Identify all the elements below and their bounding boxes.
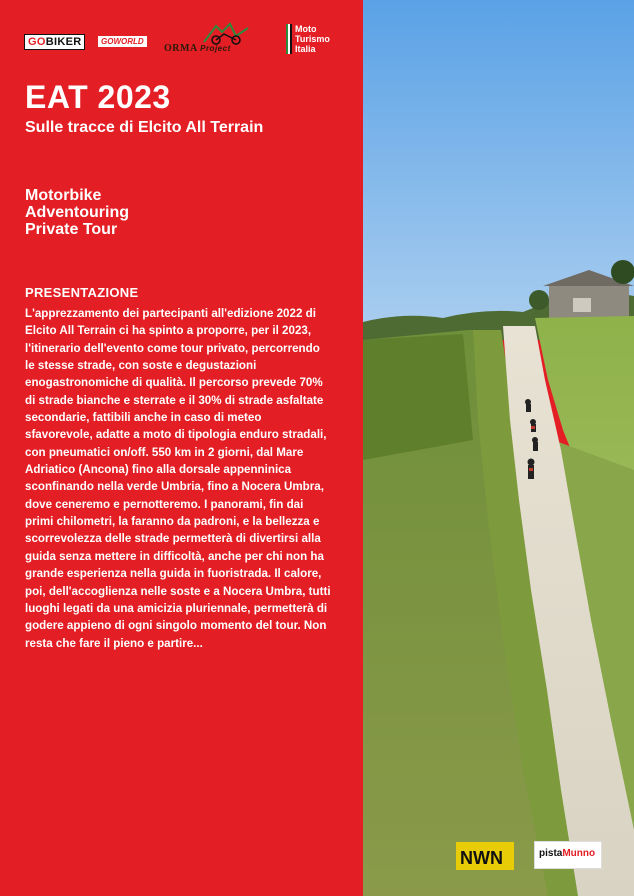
page-title: EAT 2023 <box>25 79 171 115</box>
logo-bar <box>24 22 354 62</box>
photo-panel <box>363 0 634 896</box>
goworld-logo: GOWORLD <box>98 36 147 47</box>
tagline-line: Motorbike <box>25 187 102 204</box>
orma-project-logo <box>164 22 260 54</box>
presentation-heading: PRESENTAZIONE <box>25 285 139 300</box>
tagline-line: Private Tour <box>25 221 118 238</box>
page-subtitle: Sulle tracce di Elcito All Terrain <box>25 119 264 136</box>
svg-text:NWN: NWN <box>460 848 503 868</box>
pista-munno-logo: pistaMunno <box>534 841 602 869</box>
italian-flag-icon <box>286 24 292 54</box>
gobiker-logo: GOBIKER <box>24 34 85 50</box>
gravel-road-photo <box>363 0 634 896</box>
tagline-line: Adventouring <box>25 204 129 221</box>
orma-logo-text: ORMA Project <box>164 43 231 54</box>
presentation-text: L'apprezzamento dei partecipanti all'edizione 2022 di Elcito All Terrain ci ha spinto a proporre, per il 2023, l'itinerario dell'evento come tour privato, percorrendo le stesse strade, con soste e degustazioni enogastronomiche di qualità. Il percorso prevede 70% di strade bianche e sterrate e il 30% di strade asfaltate secondarie, fattibili anche in caso di meteo sfavorevole, adatte a moto di tipologia enduro stradali, con pneumatici on/off. 550 km in 2 giorni, dal Mare Adriatico (Ancona) fino alla dorsale appenninica sconfinando nella verde Umbria, fino a Nocera Umbra, dove ceneremo e pernotteremo. I panorami, fin dai primi chilometri, la faranno da padroni, e la bellezza e scorrevolezza delle strade permetterà di divertirsi alla guida senza mettere in difficoltà, anche per chi non ha grande esperienza nella guida in fuoristrada. Il calore, poi, dell'accoglienza nelle soste e a Nocera Umbra, tutti luoghi legati da una amicizia pluriennale, permetterà di godere appieno di ogni singolo momento del tour. Non resta che fare il pieno e partire... <box>25 307 331 650</box>
moto-turismo-italia-logo: Moto Turismo Italia <box>286 24 346 56</box>
motoclub-logo <box>456 836 518 872</box>
tagline <box>25 187 129 238</box>
